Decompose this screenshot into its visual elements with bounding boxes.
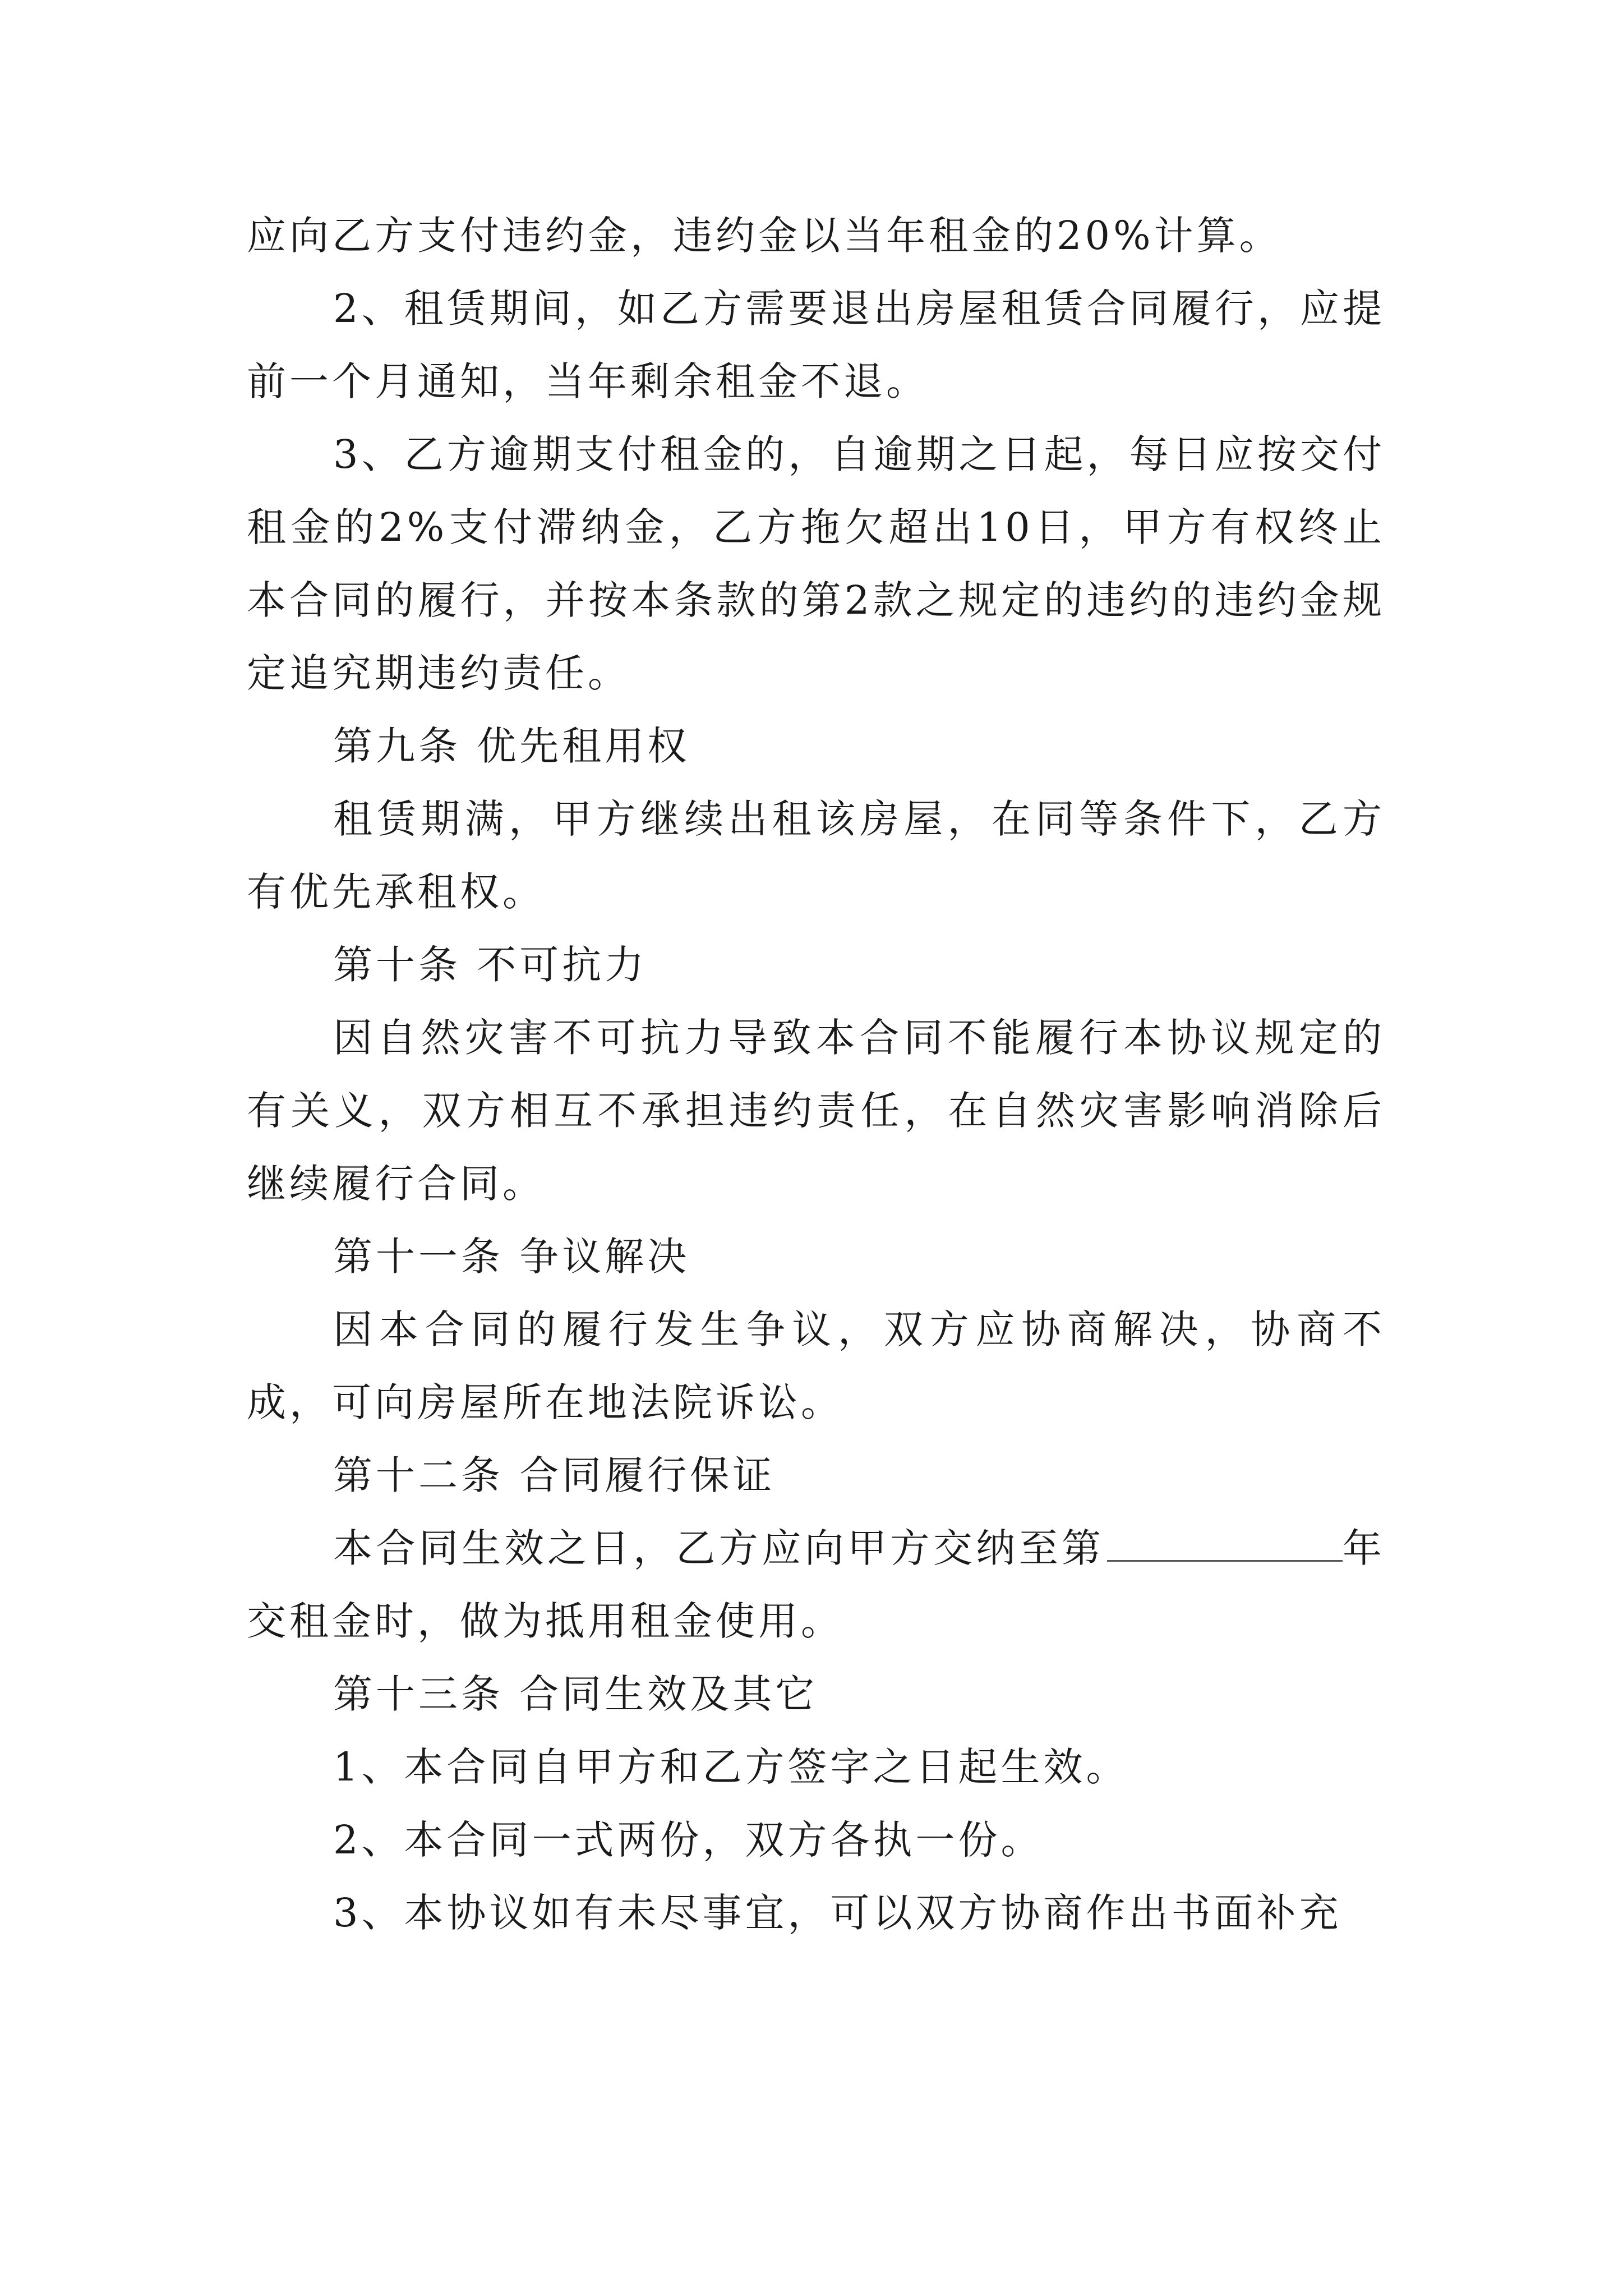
paragraph-early-termination: 2、租赁期间，如乙方需要退出房屋租赁合同履行，应提前一个月通知，当年剩余租金不退。 xyxy=(247,286,1385,404)
paragraph-deposit-before: 本合同生效之日，乙方应向甲方交纳至第 xyxy=(333,1525,1105,1571)
paragraph-supplement: 3、本协议如有未尽事宜，可以双方协商作出书面补充 xyxy=(333,1890,1342,1936)
heading-article-9: 第九条 优先租用权 xyxy=(333,723,690,769)
paragraph-dispute: 因本合同的履行发生争议，双方应协商解决，协商不成，可向房屋所在地法院诉讼。 xyxy=(247,1306,1385,1425)
paragraph-priority-lease: 租赁期满，甲方继续出租该房屋，在同等条件下，乙方有优先承租权。 xyxy=(247,796,1385,915)
paragraph-effective: 1、本合同自甲方和乙方签字之日起生效。 xyxy=(333,1744,1129,1790)
paragraph-deposit xyxy=(247,1512,1385,1658)
fill-in-blank-line xyxy=(1107,1529,1343,1562)
heading-article-13: 第十三条 合同生效及其它 xyxy=(333,1671,818,1717)
paragraph-deposit-after: 年交租金时，做为抵用租金使用。 xyxy=(247,1525,1385,1644)
paragraph-late-payment: 3、乙方逾期支付租金的，自逾期之日起，每日应按交付租金的2%支付滞纳金，乙方拖欠超出10日，甲方有权终止本合同的履行，并按本条款的第2款之规定的违约的违约金规定追究期违约责任。 xyxy=(247,431,1385,696)
document-body xyxy=(247,199,1385,1949)
heading-article-12: 第十二条 合同履行保证 xyxy=(333,1452,776,1498)
paragraph-penalty-rate: 应向乙方支付违约金，违约金以当年租金的20%计算。 xyxy=(247,213,1282,259)
heading-article-11: 第十一条 争议解决 xyxy=(333,1234,690,1280)
heading-article-10: 第十条 不可抗力 xyxy=(333,942,648,988)
paragraph-force-majeure: 因自然灾害不可抗力导致本合同不能履行本协议规定的有关义，双方相互不承担违约责任，在自然灾害影响消除后继续履行合同。 xyxy=(247,1015,1385,1207)
paragraph-copies: 2、本合同一式两份，双方各执一份。 xyxy=(333,1817,1044,1863)
